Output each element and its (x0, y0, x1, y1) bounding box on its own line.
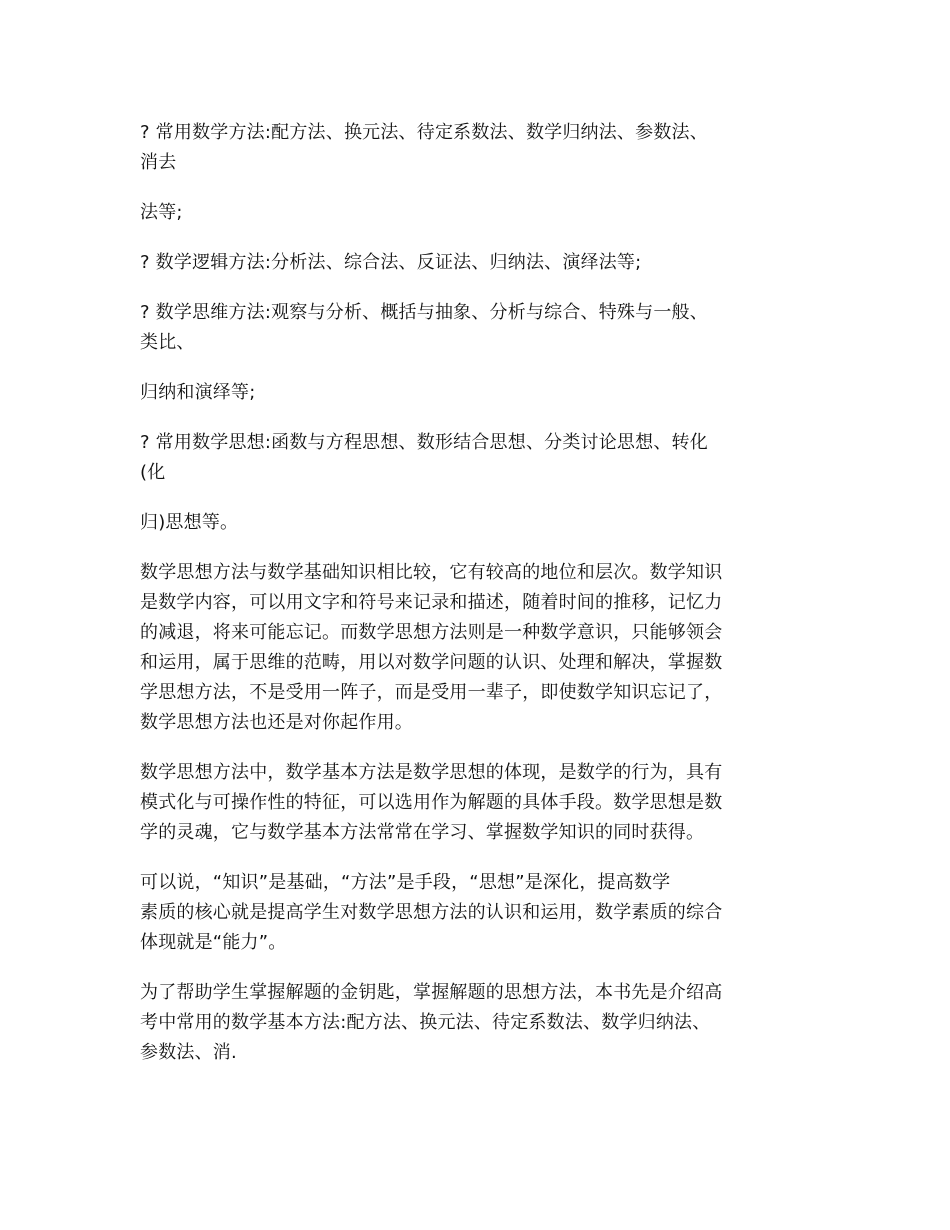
bullet-common-methods-cont: 消去 (140, 152, 177, 173)
paragraph-line: 参数法、消. (140, 1042, 237, 1063)
paragraph-line: 体现就是“能力”。 (140, 932, 287, 953)
bullet-thinking-methods-cont: 类比、 (140, 332, 195, 353)
paragraph-line: 考中常用的数学基本方法:配方法、换元法、待定系数法、数学归纳法、 (140, 1012, 711, 1033)
paragraph-line: 模式化与可操作性的特征，可以选用作为解题的具体手段。数学思想是数 (140, 792, 723, 813)
paragraph-line: 素质的核心就是提高学生对数学思想方法的认识和运用，数学素质的综合 (140, 902, 723, 923)
bullet-thinking-methods-end: 归纳和演绎等; (140, 382, 256, 403)
bullet-common-ideas: ? 常用数学思想:函数与方程思想、数形结合思想、分类讨论思想、转化 (140, 432, 708, 453)
paragraph-line: 数学思想方法与数学基础知识相比较，它有较高的地位和层次。数学知识 (140, 562, 723, 583)
paragraph-line: 学的灵魂，它与数学基本方法常常在学习、掌握数学知识的同时获得。 (140, 822, 705, 843)
bullet-thinking-methods: ? 数学思维方法:观察与分析、概括与抽象、分析与综合、特殊与一般、 (140, 302, 708, 323)
paragraph-4 (140, 978, 820, 1068)
paragraph-line: 学思想方法，不是受用一阵子，而是受用一辈子，即使数学知识忘记了， (140, 682, 723, 703)
paragraph-line: 可以说，“知识”是基础，“方法”是手段，“思想”是深化，提高数学 (140, 872, 671, 893)
paragraph-line: 和运用，属于思维的范畴，用以对数学问题的认识、处理和解决，掌握数 (140, 652, 723, 673)
bullet-common-ideas-cont: (化 (140, 462, 166, 483)
paragraph-2 (140, 758, 820, 848)
paragraph-line: 为了帮助学生掌握解题的金钥匙，掌握解题的思想方法，本书先是介绍高 (140, 982, 723, 1003)
bullet-logic-methods: ? 数学逻辑方法:分析法、综合法、反证法、归纳法、演绎法等; (140, 252, 642, 273)
bullet-common-methods-end: 法等; (140, 202, 183, 223)
bullet-common-ideas-end: 归)思想等。 (140, 512, 239, 533)
paragraph-line: 的减退，将来可能忘记。而数学思想方法则是一种数学意识，只能够领会 (140, 622, 723, 643)
paragraph-3 (140, 868, 820, 958)
paragraph-line: 是数学内容，可以用文字和符号来记录和描述，随着时间的推移，记忆力 (140, 592, 723, 613)
paragraph-1 (140, 558, 820, 738)
paragraph-line: 数学思想方法中，数学基本方法是数学思想的体现，是数学的行为，具有 (140, 762, 723, 783)
document-body (140, 118, 820, 1068)
bullet-common-methods: ? 常用数学方法:配方法、换元法、待定系数法、数学归纳法、参数法、 (140, 122, 708, 143)
paragraph-line: 数学思想方法也还是对你起作用。 (140, 712, 413, 733)
